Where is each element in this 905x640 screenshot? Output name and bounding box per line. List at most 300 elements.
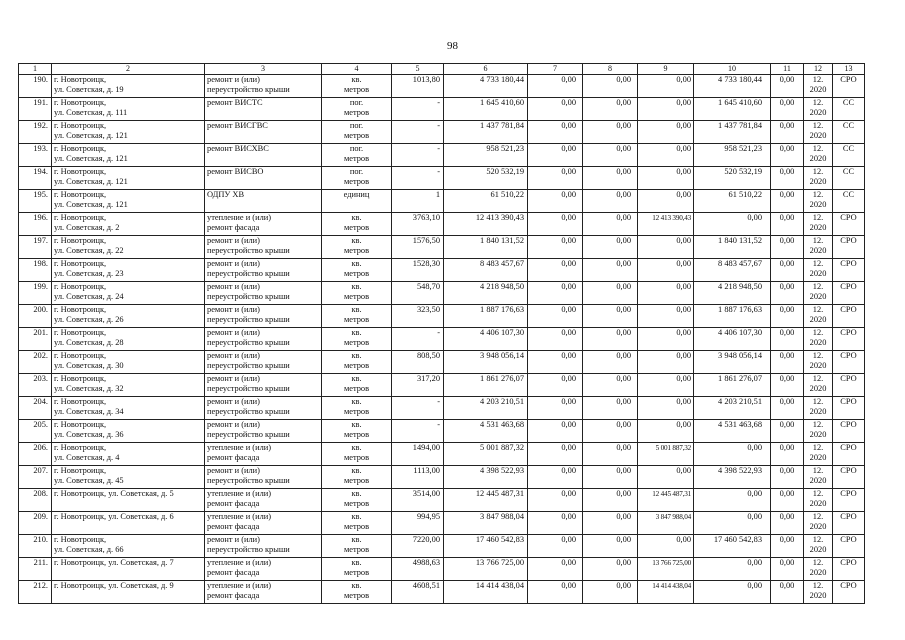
completion-date-cell-text: 2020 [809, 407, 827, 416]
funding-cell-9-text: 0,00 [676, 328, 691, 337]
funding-cell-9 [638, 397, 694, 420]
funding-cell-9 [638, 351, 694, 374]
funding-cell-10-text: 1 861 276,07 [718, 374, 762, 383]
row-number-cell [19, 351, 52, 374]
completion-date-cell [804, 581, 833, 604]
volume-cell-text: 7220,00 [412, 535, 440, 544]
funding-cell-11 [771, 190, 804, 213]
funding-cell-9-text: 12 445 487,31 [652, 490, 691, 498]
funding-cell-8 [583, 144, 638, 167]
total-cost-cell [444, 374, 528, 397]
unit-cell-text: метров [343, 361, 370, 370]
unit-cell-text: кв. [351, 328, 362, 337]
completion-date-cell-text: 2020 [809, 476, 827, 485]
total-cost-cell-text: 4 218 948,50 [480, 282, 524, 291]
completion-date-cell [804, 420, 833, 443]
funding-cell-8 [583, 558, 638, 581]
work-type-cell-text: утепление и (или) [207, 443, 272, 452]
unit-cell-text: кв. [351, 305, 362, 314]
completion-date-cell [804, 213, 833, 236]
address-cell-text: г. Новотроицк, ул. Советская, д. 7 [54, 558, 174, 567]
work-type-cell-text: переустройство крыши [207, 407, 290, 416]
address-cell-text: г. Новотроицк, [54, 443, 107, 452]
address-cell-text: ул. Советская, д. 23 [54, 269, 124, 278]
completion-date-cell-text: 12. [812, 443, 824, 452]
table-row [19, 512, 865, 535]
row-number-cell [19, 121, 52, 144]
row-number-cell-text: 198. [33, 259, 48, 268]
work-type-cell-text: переустройство крыши [207, 476, 290, 485]
unit-cell [322, 282, 392, 305]
funding-cell-10 [694, 420, 771, 443]
funding-cell-9 [638, 305, 694, 328]
funding-cell-10-text: 1 887 176,63 [718, 305, 762, 314]
work-type-cell [205, 466, 322, 489]
funding-cell-8 [583, 190, 638, 213]
unit-cell [322, 121, 392, 144]
volume-cell [392, 328, 444, 351]
funding-cell-7-text: 0,00 [561, 351, 576, 360]
funding-cell-8-text: 0,00 [616, 558, 631, 567]
work-type-cell [205, 98, 322, 121]
funding-cell-10-text: 3 948 056,14 [718, 351, 762, 360]
funding-cell-10 [694, 236, 771, 259]
funding-cell-7 [528, 351, 583, 374]
work-type-cell-text: ремонт и (или) [207, 420, 260, 429]
row-number-cell [19, 305, 52, 328]
completion-date-cell [804, 259, 833, 282]
funding-cell-11-text: 0,00 [779, 489, 795, 498]
row-number-cell-text: 206. [33, 443, 48, 452]
row-number-cell [19, 259, 52, 282]
address-cell-text: ул. Советская, д. 32 [54, 384, 124, 393]
work-type-cell-text: переустройство крыши [207, 292, 290, 301]
work-type-cell-text: утепление и (или) [207, 213, 272, 222]
work-type-cell [205, 328, 322, 351]
funding-cell-11 [771, 535, 804, 558]
funding-cell-11-text: 0,00 [779, 282, 795, 291]
address-cell-text: ул. Советская, д. 19 [54, 85, 124, 94]
unit-cell-text: кв. [351, 213, 362, 222]
address-cell-text: г. Новотроицк, [54, 282, 107, 291]
column-header: 5 [392, 64, 444, 75]
completion-date-cell-text: 12. [812, 466, 824, 475]
volume-cell [392, 282, 444, 305]
address-cell-text: ул. Советская, д. 24 [54, 292, 124, 301]
completion-date-cell [804, 121, 833, 144]
funding-cell-10 [694, 213, 771, 236]
address-cell-text: г. Новотроицк, [54, 305, 107, 314]
work-type-cell-text: ремонт и (или) [207, 328, 260, 337]
total-cost-cell [444, 305, 528, 328]
address-cell [52, 535, 205, 558]
total-cost-cell [444, 259, 528, 282]
funding-cell-9-text: 14 414 438,04 [652, 582, 691, 590]
funding-cell-9-text: 0,00 [676, 75, 691, 84]
address-cell-text: ул. Советская, д. 34 [54, 407, 124, 416]
address-cell-text: ул. Советская, д. 4 [54, 453, 120, 462]
column-header: 10 [694, 64, 771, 75]
funding-cell-8-text: 0,00 [616, 512, 631, 521]
column-header: 7 [528, 64, 583, 75]
work-type-cell [205, 144, 322, 167]
row-number-cell [19, 558, 52, 581]
total-cost-cell-text: 4 406 107,30 [480, 328, 524, 337]
unit-cell-text: пог. [349, 144, 364, 153]
volume-cell-text: 3763,10 [412, 213, 440, 222]
funding-cell-8 [583, 98, 638, 121]
source-cell [833, 420, 865, 443]
unit-cell-text: кв. [351, 512, 362, 521]
completion-date-cell-text: 12. [812, 98, 824, 107]
funding-cell-8-text: 0,00 [616, 213, 631, 222]
funding-cell-11-text: 0,00 [779, 213, 795, 222]
volume-cell-text: 4608,51 [412, 581, 440, 590]
row-number-cell [19, 512, 52, 535]
address-cell-text: г. Новотроицк, [54, 466, 107, 475]
funding-cell-9 [638, 535, 694, 558]
work-type-cell-text: ремонт и (или) [207, 236, 260, 245]
funding-cell-8-text: 0,00 [616, 535, 631, 544]
funding-cell-7-text: 0,00 [561, 397, 576, 406]
address-cell [52, 167, 205, 190]
completion-date-cell-text: 12. [812, 489, 824, 498]
funding-cell-10 [694, 328, 771, 351]
total-cost-cell [444, 535, 528, 558]
funding-cell-8 [583, 397, 638, 420]
funding-cell-10 [694, 558, 771, 581]
funding-cell-7-text: 0,00 [561, 190, 576, 199]
total-cost-cell-text: 4 203 210,51 [480, 397, 524, 406]
source-cell [833, 167, 865, 190]
completion-date-cell-text: 12. [812, 259, 824, 268]
funding-cell-11 [771, 328, 804, 351]
completion-date-cell-text: 12. [812, 190, 824, 199]
funding-cell-9 [638, 213, 694, 236]
funding-cell-9-text: 0,00 [676, 305, 691, 314]
total-cost-cell [444, 443, 528, 466]
funding-cell-11-text: 0,00 [779, 397, 795, 406]
funding-cell-11-text: 0,00 [779, 512, 795, 521]
work-type-cell [205, 190, 322, 213]
row-number-cell [19, 282, 52, 305]
completion-date-cell-text: 2020 [809, 223, 827, 232]
funding-cell-10-text: 4 398 522,93 [718, 466, 762, 475]
funding-cell-11 [771, 259, 804, 282]
volume-cell [392, 121, 444, 144]
table-row [19, 213, 865, 236]
address-cell [52, 443, 205, 466]
funding-cell-9-text: 0,00 [676, 397, 691, 406]
volume-cell-text: 1528,30 [412, 259, 440, 268]
column-header: 2 [52, 64, 205, 75]
funding-cell-10 [694, 512, 771, 535]
funding-cell-10 [694, 443, 771, 466]
funding-cell-8-text: 0,00 [616, 305, 631, 314]
funding-cell-10 [694, 167, 771, 190]
completion-date-cell-text: 2020 [809, 269, 827, 278]
volume-cell [392, 374, 444, 397]
row-number-cell-text: 193. [33, 144, 48, 153]
funding-cell-10-text: 0,00 [747, 213, 762, 222]
source-cell-text: СРО [840, 397, 857, 406]
volume-cell [392, 75, 444, 98]
funding-cell-8-text: 0,00 [616, 282, 631, 291]
unit-cell-text: метров [343, 269, 370, 278]
source-cell [833, 305, 865, 328]
completion-date-cell-text: 12. [812, 397, 824, 406]
completion-date-cell-text: 2020 [809, 499, 827, 508]
work-type-cell [205, 213, 322, 236]
table-row [19, 420, 865, 443]
total-cost-cell-text: 12 445 487,31 [475, 489, 524, 498]
funding-cell-9 [638, 144, 694, 167]
funding-cell-9 [638, 121, 694, 144]
completion-date-cell [804, 167, 833, 190]
total-cost-cell-text: 61 510,22 [490, 190, 524, 199]
address-cell-text: ул. Советская, д. 111 [54, 108, 128, 117]
volume-cell [392, 144, 444, 167]
address-cell-text: г. Новотроицк, [54, 420, 107, 429]
unit-cell [322, 558, 392, 581]
funding-cell-7 [528, 144, 583, 167]
source-cell [833, 351, 865, 374]
row-number-cell-text: 204. [33, 397, 48, 406]
funding-cell-10 [694, 305, 771, 328]
total-cost-cell [444, 190, 528, 213]
funding-cell-7 [528, 213, 583, 236]
funding-cell-11-text: 0,00 [779, 305, 795, 314]
row-number-cell-text: 207. [33, 466, 48, 475]
funding-cell-7 [528, 282, 583, 305]
row-number-cell [19, 420, 52, 443]
completion-date-cell-text: 2020 [809, 545, 827, 554]
table-row [19, 535, 865, 558]
address-cell [52, 581, 205, 604]
source-cell [833, 328, 865, 351]
unit-cell-text: метров [343, 568, 370, 577]
funding-cell-10 [694, 282, 771, 305]
address-cell-text: ул. Советская, д. 2 [54, 223, 120, 232]
funding-cell-9-text: 0,00 [676, 259, 691, 268]
funding-cell-10 [694, 466, 771, 489]
source-cell-text: СРО [840, 259, 857, 268]
unit-cell-text: кв. [351, 75, 362, 84]
work-type-cell [205, 305, 322, 328]
funding-cell-7-text: 0,00 [561, 420, 576, 429]
funding-cell-9 [638, 512, 694, 535]
total-cost-cell [444, 581, 528, 604]
funding-cell-11 [771, 374, 804, 397]
page-number: 98 [447, 40, 458, 52]
volume-cell-text: 808,50 [416, 351, 440, 360]
completion-date-cell [804, 236, 833, 259]
work-type-cell [205, 489, 322, 512]
completion-date-cell [804, 98, 833, 121]
work-type-cell-text: ОДПУ ХВ [207, 190, 245, 199]
source-cell [833, 581, 865, 604]
source-cell [833, 397, 865, 420]
unit-cell [322, 236, 392, 259]
funding-cell-8 [583, 374, 638, 397]
work-type-cell-text: ремонт и (или) [207, 374, 260, 383]
funding-cell-8 [583, 328, 638, 351]
total-cost-cell-text: 958 521,23 [486, 144, 524, 153]
funding-cell-9-text: 0,00 [676, 236, 691, 245]
funding-cell-8-text: 0,00 [616, 98, 631, 107]
funding-cell-11 [771, 167, 804, 190]
funding-cell-11-text: 0,00 [779, 259, 795, 268]
row-number-cell [19, 443, 52, 466]
work-type-cell-text: ремонт фасада [207, 453, 260, 462]
funding-cell-7 [528, 167, 583, 190]
completion-date-cell [804, 512, 833, 535]
column-number-row [19, 64, 865, 75]
funding-cell-11 [771, 489, 804, 512]
work-type-cell [205, 512, 322, 535]
source-cell [833, 558, 865, 581]
funding-cell-10 [694, 121, 771, 144]
volume-cell-text: 1013,80 [412, 75, 440, 84]
unit-cell [322, 213, 392, 236]
work-type-cell-text: ремонт и (или) [207, 351, 260, 360]
funding-cell-7 [528, 236, 583, 259]
volume-cell [392, 512, 444, 535]
row-number-cell-text: 191. [33, 98, 48, 107]
work-type-cell [205, 167, 322, 190]
funding-cell-11 [771, 75, 804, 98]
completion-date-cell-text: 2020 [809, 246, 827, 255]
volume-cell [392, 420, 444, 443]
completion-date-cell-text: 2020 [809, 177, 827, 186]
funding-cell-9-text: 0,00 [676, 535, 691, 544]
volume-cell [392, 305, 444, 328]
source-cell [833, 236, 865, 259]
column-header: 3 [205, 64, 322, 75]
volume-cell-text: 3514,00 [412, 489, 440, 498]
funding-cell-8-text: 0,00 [616, 167, 631, 176]
funding-cell-9 [638, 282, 694, 305]
funding-cell-8 [583, 167, 638, 190]
row-number-cell-text: 203. [33, 374, 48, 383]
completion-date-cell-text: 12. [812, 144, 824, 153]
row-number-cell-text: 192. [33, 121, 48, 130]
row-number-cell-text: 202. [33, 351, 48, 360]
unit-cell [322, 512, 392, 535]
address-cell-text: ул. Советская, д. 121 [54, 200, 128, 209]
funding-cell-10-text: 0,00 [747, 558, 762, 567]
total-cost-cell-text: 1 645 410,60 [480, 98, 524, 107]
source-cell [833, 190, 865, 213]
funding-cell-11-text: 0,00 [779, 121, 795, 130]
work-type-cell-text: переустройство крыши [207, 269, 290, 278]
funding-cell-11 [771, 558, 804, 581]
work-type-cell-text: утепление и (или) [207, 489, 272, 498]
address-cell-text: г. Новотроицк, [54, 259, 107, 268]
address-cell [52, 75, 205, 98]
source-cell [833, 144, 865, 167]
completion-date-cell-text: 12. [812, 351, 824, 360]
volume-cell [392, 213, 444, 236]
row-number-cell-text: 196. [33, 213, 48, 222]
funding-cell-8-text: 0,00 [616, 489, 631, 498]
funding-cell-9-text: 0,00 [676, 190, 691, 199]
table-row [19, 167, 865, 190]
source-cell-text: СРО [840, 512, 857, 521]
funding-cell-11 [771, 443, 804, 466]
funding-cell-10-text: 4 733 180,44 [718, 75, 762, 84]
work-type-cell-text: утепление и (или) [207, 581, 272, 590]
row-number-cell [19, 190, 52, 213]
funding-cell-7-text: 0,00 [561, 558, 576, 567]
unit-cell-text: метров [343, 177, 370, 186]
funding-cell-11 [771, 351, 804, 374]
unit-cell-text: кв. [351, 259, 362, 268]
source-cell-text: СРО [840, 75, 857, 84]
funding-cell-9-text: 0,00 [676, 420, 691, 429]
total-cost-cell-text: 4 733 180,44 [480, 75, 524, 84]
funding-cell-7-text: 0,00 [561, 535, 576, 544]
volume-cell-text: - [437, 328, 440, 337]
completion-date-cell-text: 12. [812, 328, 824, 337]
funding-cell-10 [694, 489, 771, 512]
volume-cell-text: 1576,50 [412, 236, 440, 245]
work-type-cell-text: ремонт ВИСВО [207, 167, 264, 176]
completion-date-cell-text: 2020 [809, 384, 827, 393]
unit-cell [322, 489, 392, 512]
funding-cell-9-text: 12 413 390,43 [652, 214, 691, 222]
row-number-cell [19, 98, 52, 121]
unit-cell-text: кв. [351, 282, 362, 291]
total-cost-cell [444, 75, 528, 98]
total-cost-cell-text: 1 437 781,84 [480, 121, 524, 130]
funding-cell-7-text: 0,00 [561, 489, 576, 498]
funding-cell-10-text: 0,00 [747, 489, 762, 498]
work-type-cell-text: ремонт и (или) [207, 282, 260, 291]
column-header: 1 [19, 64, 52, 75]
address-cell [52, 305, 205, 328]
funding-cell-8-text: 0,00 [616, 443, 631, 452]
funding-cell-9 [638, 489, 694, 512]
source-cell [833, 443, 865, 466]
volume-cell-text: 323,50 [416, 305, 440, 314]
unit-cell-text: кв. [351, 374, 362, 383]
unit-cell-text: кв. [351, 351, 362, 360]
completion-date-cell [804, 282, 833, 305]
capital-repair-table [18, 63, 865, 604]
address-cell-text: ул. Советская, д. 28 [54, 338, 124, 347]
completion-date-cell-text: 2020 [809, 568, 827, 577]
unit-cell-text: метров [343, 85, 370, 94]
funding-cell-11-text: 0,00 [779, 351, 795, 360]
work-type-cell-text: ремонт фасада [207, 223, 260, 232]
completion-date-cell-text: 2020 [809, 361, 827, 370]
funding-cell-10-text: 61 510,22 [728, 190, 762, 199]
row-number-cell [19, 374, 52, 397]
funding-cell-10 [694, 581, 771, 604]
total-cost-cell-text: 3 847 988,04 [480, 512, 524, 521]
address-cell-text: г. Новотроицк, [54, 121, 107, 130]
funding-cell-11 [771, 581, 804, 604]
address-cell [52, 489, 205, 512]
funding-cell-7 [528, 443, 583, 466]
volume-cell [392, 397, 444, 420]
work-type-cell-text: ремонт фасада [207, 591, 260, 600]
row-number-cell [19, 236, 52, 259]
column-header: 8 [583, 64, 638, 75]
funding-cell-7-text: 0,00 [561, 512, 576, 521]
table-body [19, 75, 865, 604]
